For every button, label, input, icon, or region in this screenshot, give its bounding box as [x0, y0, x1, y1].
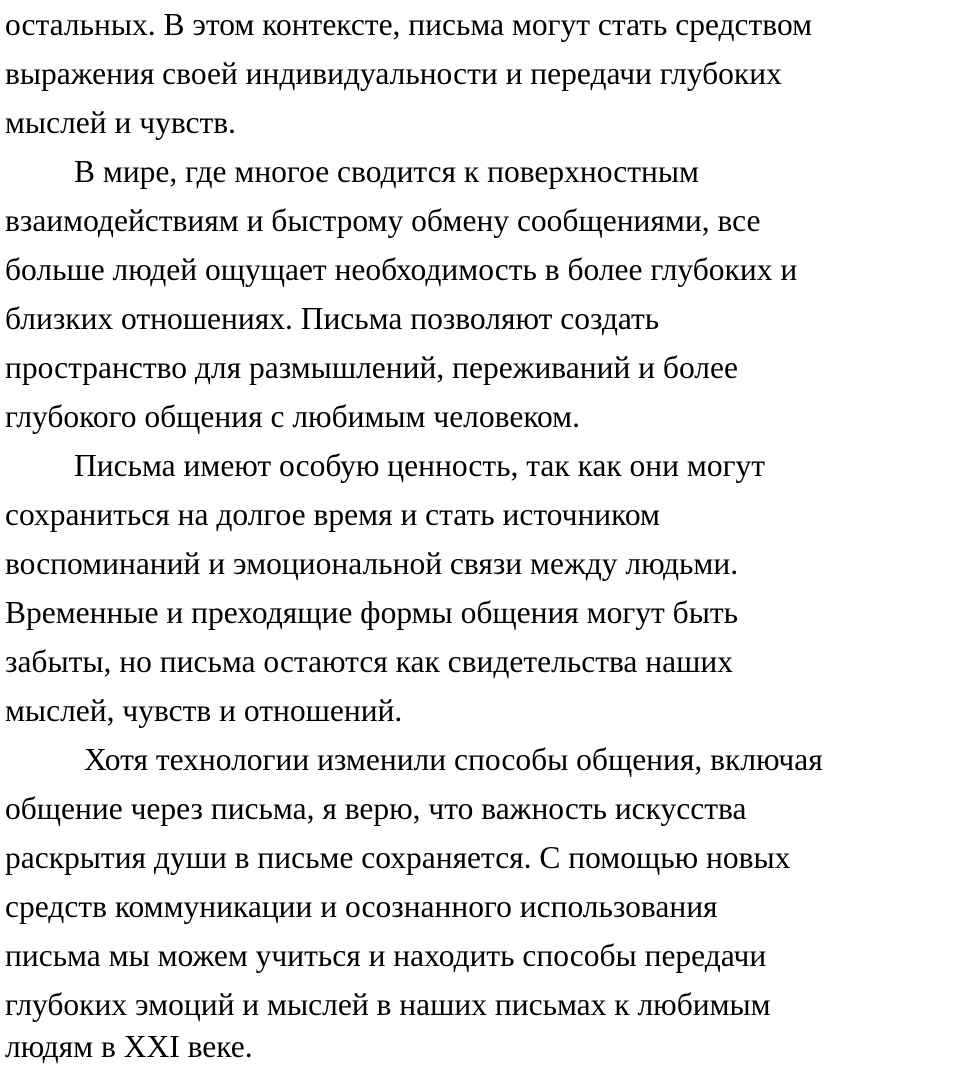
paragraph-first-line: Письма имеют особую ценность, так как они могут	[74, 448, 766, 483]
text-line: близких отношениях. Письма позволяют создать	[5, 301, 660, 336]
text-line: Временные и преходящие формы общения могут быть	[5, 595, 738, 630]
text-line: письма мы можем учиться и находить способы передачи	[5, 938, 767, 973]
text-line: взаимодействиям и быстрому обмену сообщениями, все	[5, 203, 761, 238]
text-line: мыслей, чувств и отношений.	[5, 693, 403, 728]
text-line: пространство для размышлений, переживаний и более	[5, 350, 738, 385]
paragraph-first-line: Хотя технологии изменили способы общения, включая	[84, 742, 823, 777]
text-line: людям в XXI веке.	[5, 1029, 253, 1064]
text-line: воспоминаний и эмоциональной связи между людьми.	[5, 546, 739, 581]
text-line: раскрытия души в письме сохраняется. С помощью новых	[5, 840, 791, 875]
text-line: мыслей и чувств.	[5, 105, 237, 140]
text-line: забыты, но письма остаются как свидетельства наших	[5, 644, 733, 679]
paragraph-first-line: В мире, где многое сводится к поверхностным	[74, 154, 699, 189]
text-line: выражения своей индивидуальности и передачи глубоких	[5, 56, 782, 91]
text-line: остальных. В этом контексте, письма могут стать средством	[5, 7, 813, 42]
text-line: общение через письма, я верю, что важность искусства	[5, 791, 747, 826]
text-line: глубокого общения с любимым человеком.	[5, 399, 580, 434]
text-line: глубоких эмоций и мыслей в наших письмах к любимым	[5, 987, 771, 1022]
text-line: больше людей ощущает необходимость в более глубоких и	[5, 252, 798, 287]
text-line: средств коммуникации и осознанного использования	[5, 889, 718, 924]
text-line: сохраниться на долгое время и стать источником	[5, 497, 660, 532]
